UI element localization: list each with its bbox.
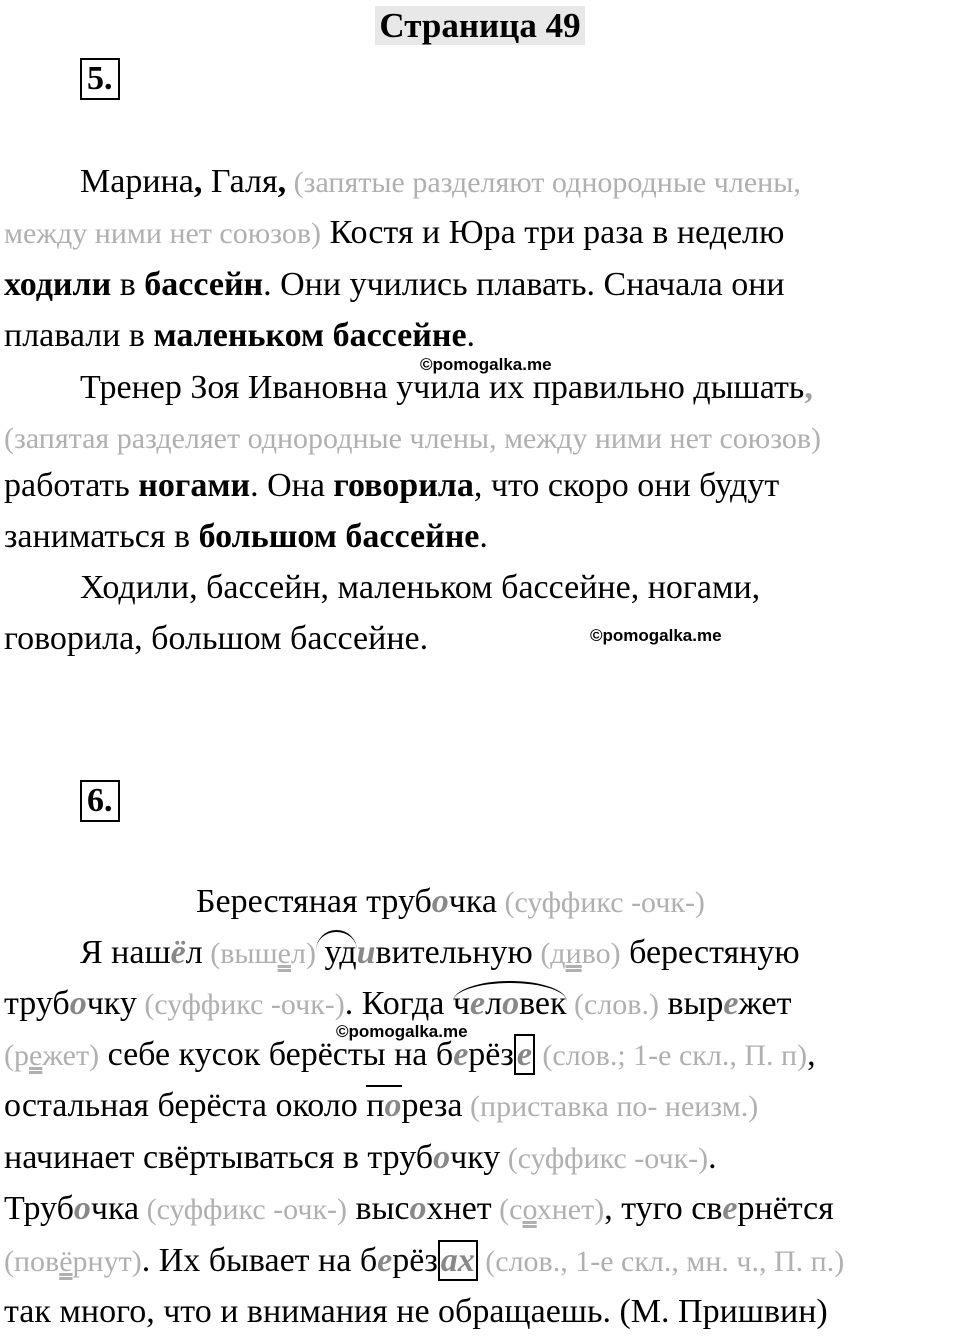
ex6-line-1: Я нашёл (вышел) удивительную (диво) берестяную <box>80 927 800 980</box>
ex6-line-2: трубочку (суффикс -очк-). Когда человек (слов.) вырежет <box>4 978 791 1031</box>
exercise-number-5: 5. <box>80 58 120 100</box>
ex5-line-7: работать ногами. Она говорила, что скоро они будут <box>4 467 780 504</box>
ex5-line-6: (запятая разделяет однородные члены, между ними нет союзов) <box>4 422 822 455</box>
ex5-line-2: между ними нет союзов) Костя и Юра три раза в неделю <box>4 214 785 251</box>
ex5-line-5: Тренер Зоя Ивановна учила их правильно дышать, <box>80 369 813 406</box>
ex5-line-1: Марина, Галя, (запятые разделяют однородные члены, <box>80 163 801 200</box>
ex5-line-3: ходили в бассейн. Они учились плавать. Сначала они <box>4 266 785 303</box>
ex6-line-3: (режет) себе кусок берёсты на берёзе (слов.; 1-е скл., П. п), <box>4 1036 816 1073</box>
ex6-title: Берестяная трубочка (суффикс -очк-) <box>196 883 705 920</box>
ex6-line-4: остальная берёста около пореза (приставка по- неизм.) <box>4 1087 759 1124</box>
ex5-line-8: заниматься в большом бассейне. <box>4 518 488 555</box>
ex5-line-9: Ходили, бассейн, маленьком бассейне, ногами, <box>80 569 761 606</box>
ex5-line-4: плавали в маленьком бассейне. <box>4 317 476 354</box>
page-title: Страница 49 <box>0 4 960 48</box>
ex6-line-8: так много, что и внимания не обращаешь. (М. Пришвин) <box>4 1293 828 1330</box>
ex6-line-5: начинает свёртываться в трубочку (суффикс -очк-). <box>4 1139 717 1176</box>
watermark: ©pomogalka.me <box>336 1022 468 1041</box>
watermark: ©pomogalka.me <box>420 355 552 374</box>
watermark: ©pomogalka.me <box>590 626 722 645</box>
ex5-line-10: говорила, большом бассейне. <box>4 620 429 657</box>
exercise-number-6: 6. <box>80 780 120 822</box>
ex6-line-7: (повёрнут). Их бывает на берёзах (слов., 1-е скл., мн. ч., П. п.) <box>4 1242 845 1279</box>
ex6-line-6: Трубочка (суффикс -очк-) высохнет (сохнет), туго свернётся <box>4 1190 834 1227</box>
